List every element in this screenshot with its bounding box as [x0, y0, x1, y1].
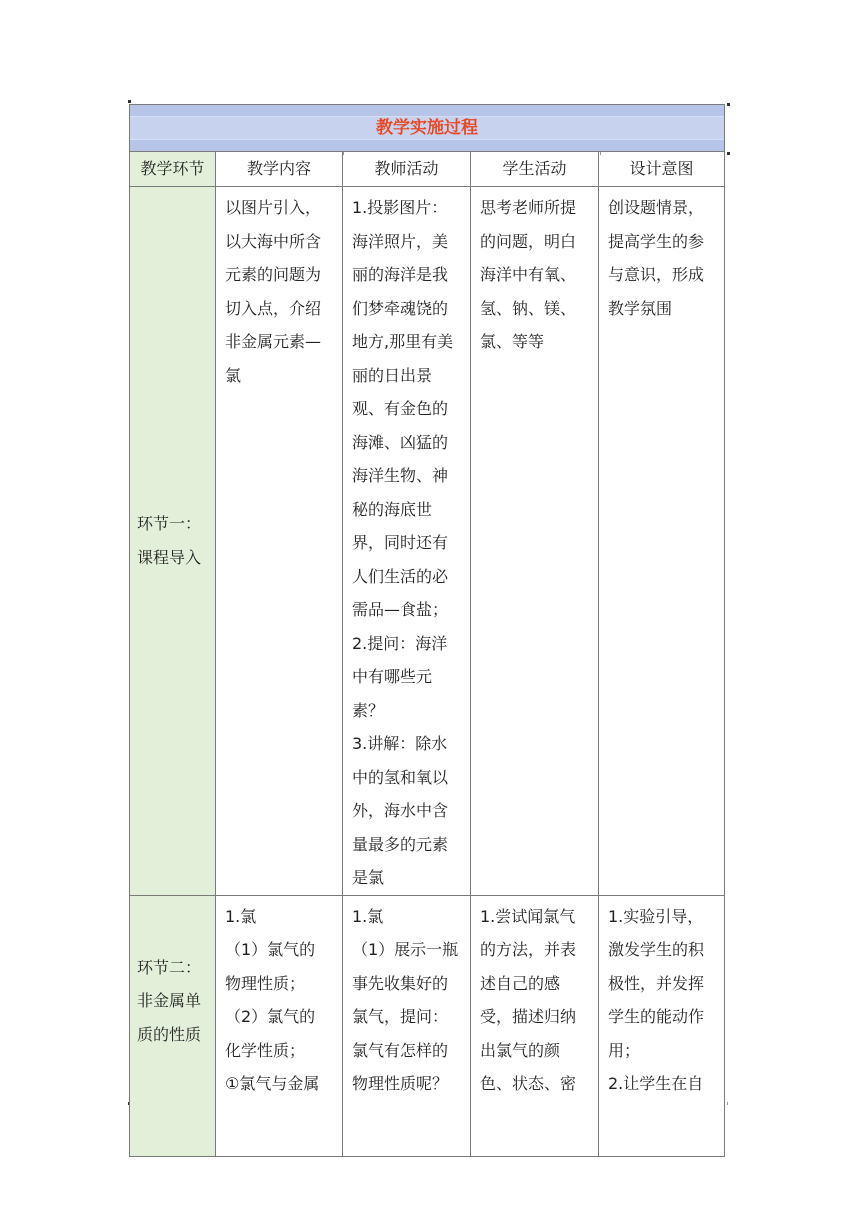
header-student-activity: 学生活动	[471, 152, 599, 187]
cell-text-line: 界，同时还有	[352, 533, 449, 552]
cell-text-line: 海滩、凶猛的	[352, 432, 449, 452]
table-row	[130, 895, 725, 1156]
cell-text-line: 1.实验引导，	[608, 906, 704, 926]
cell-text-line: 切入点，介绍	[225, 298, 322, 318]
cell-text-line: 们梦牵魂饶的	[352, 298, 449, 318]
cell-text-line: 课程导入	[137, 547, 202, 567]
stage-cell	[130, 895, 216, 1156]
cell-text-line: 是氯	[352, 868, 385, 887]
cell-text-line: 非金属单	[137, 991, 202, 1010]
cell-text-line: 以大海中所含	[225, 231, 322, 251]
cell-text-line: 海洋照片，美	[352, 231, 449, 251]
cell-text-line: 环节一：	[137, 514, 202, 534]
cell-text-line: 丽的日出景	[352, 365, 433, 385]
cell-text-line: 的方法，并表	[480, 940, 577, 959]
cell-text-line: 氯气有怎样的	[352, 1040, 449, 1060]
cell-text-line: 非金属元素—	[225, 332, 322, 351]
header-content: 教学内容	[216, 152, 343, 187]
cell-text-line: 以图片引入，	[225, 198, 322, 217]
cell-text-line: （1）氯气的	[225, 940, 316, 959]
table-row	[130, 187, 725, 896]
cell-text-line: 思考老师所提	[480, 198, 577, 217]
cell-text-line: 的问题，明白	[480, 231, 577, 251]
table-title-cell	[130, 105, 725, 152]
teaching-process-table	[129, 104, 725, 1157]
cell-text-line: 物理性质；	[225, 973, 306, 993]
cell-text-line: 2.提问：海洋	[352, 633, 448, 653]
header-design-intent: 设计意图	[599, 152, 725, 187]
cell-text-line: 氢、钠、镁、	[480, 298, 577, 318]
column-tick	[727, 1102, 728, 1105]
cell-text-line: 人们生活的必	[352, 566, 449, 586]
cell-text-line: 创设题情景，	[608, 198, 705, 217]
cell-text-line: 3.讲解：除水	[352, 734, 448, 753]
cell-text-line: 事先收集好的	[352, 973, 449, 993]
cell-text-line: 观、有金色的	[352, 399, 449, 418]
cell-text-line: 1.氯	[225, 906, 257, 926]
cell-text-line: 外，海水中含	[352, 801, 449, 820]
corner-mark	[727, 103, 730, 106]
cell-text-line: 海洋生物、神	[352, 466, 449, 485]
cell-text-line: 地方,那里有美	[352, 332, 454, 351]
cell-text-line: 出氯气的颜	[480, 1040, 561, 1060]
design-intent-cell	[599, 895, 725, 1156]
cell-text-line: 1.尝试闻氯气	[480, 906, 576, 926]
cell-text-line: 物理性质呢？	[352, 1074, 449, 1093]
cell-text-line: 色、状态、密	[480, 1074, 577, 1093]
student-activity-cell	[471, 895, 599, 1156]
table-header-row	[130, 152, 725, 187]
cell-text-line: 化学性质；	[225, 1040, 306, 1060]
cell-text-line: 氯、等等	[480, 332, 545, 351]
header-teacher-activity: 教师活动	[343, 152, 471, 187]
cell-text-line: ①氯气与金属	[225, 1074, 320, 1093]
cell-text-line: 氯	[225, 365, 242, 385]
cell-text-line: 需品—食盐；	[352, 600, 449, 619]
cell-text-line: 中的氢和氧以	[352, 767, 449, 787]
table-title: 教学实施过程	[376, 118, 479, 138]
cell-text-line: 丽的海洋是我	[352, 265, 449, 284]
design-intent-cell	[599, 187, 725, 896]
table-title-row	[130, 105, 725, 152]
cell-text-line: 海洋中有氧、	[480, 265, 577, 284]
cell-text-line: 极性，并发挥	[608, 973, 705, 993]
cell-text-line: 氯气，提问：	[352, 1007, 449, 1026]
student-activity-cell	[471, 187, 599, 896]
content-cell	[216, 187, 343, 896]
cell-text-line: 述自己的感	[480, 973, 561, 993]
cell-text-line: 提高学生的参	[608, 231, 705, 251]
cell-text-line: （2）氯气的	[225, 1007, 316, 1026]
cell-text-line: 1.氯	[352, 906, 384, 926]
teacher-activity-cell	[343, 895, 471, 1156]
content-cell	[216, 895, 343, 1156]
cell-text-line: 环节二：	[137, 957, 202, 977]
cell-text-line: （1）展示一瓶	[352, 940, 459, 959]
teacher-activity-cell	[343, 187, 471, 896]
cell-text-line: 受，描述归纳	[480, 1007, 577, 1026]
corner-mark	[128, 100, 131, 103]
cell-text-line: 1.投影图片：	[352, 198, 448, 217]
cell-text-line: 用；	[608, 1040, 641, 1060]
cell-text-line: 与意识，形成	[608, 265, 705, 284]
cell-text-line: 素？	[352, 700, 385, 720]
cell-text-line: 秘的海底世	[352, 499, 433, 519]
header-stage: 教学环节	[130, 152, 216, 187]
cell-text-line: 2.让学生在自	[608, 1074, 704, 1093]
cell-text-line: 学生的能动作	[608, 1007, 705, 1026]
corner-mark	[727, 152, 730, 155]
cell-text-line: 教学氛围	[608, 298, 673, 318]
stage-cell	[130, 187, 216, 896]
cell-text-line: 中有哪些元	[352, 667, 433, 686]
cell-text-line: 质的性质	[137, 1024, 202, 1044]
cell-text-line: 激发学生的积	[608, 940, 705, 959]
cell-text-line: 量最多的元素	[352, 834, 449, 854]
cell-text-line: 元素的问题为	[225, 265, 322, 284]
